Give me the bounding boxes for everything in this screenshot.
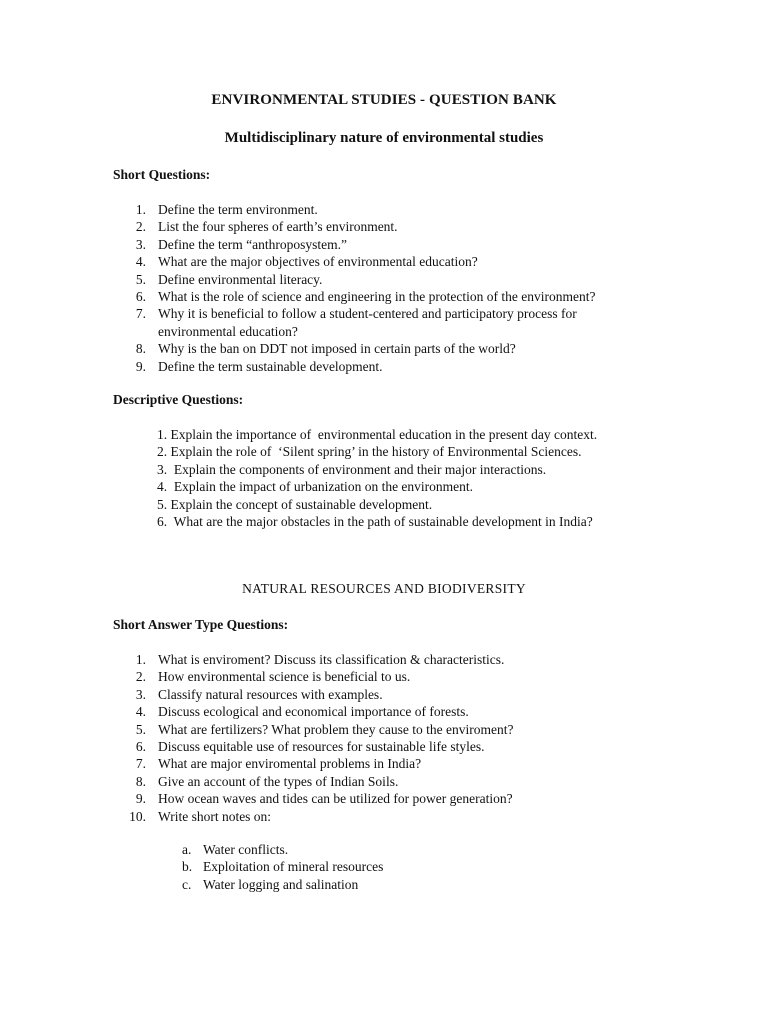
list-item: [113, 253, 673, 270]
list-item: [113, 288, 673, 305]
list-item: [113, 703, 673, 720]
list-item-letter: c.: [182, 876, 192, 892]
list-item-text: What is the role of science and engineering in the protection of the environment?: [158, 289, 596, 305]
list-item-text: List the four spheres of earth’s environment.: [158, 219, 398, 235]
section-title: NATURAL RESOURCES AND BIODIVERSITY: [242, 581, 526, 596]
list-item-number: 10.: [129, 808, 146, 824]
list-item: 3. Explain the components of environment and their major interactions.: [157, 461, 547, 477]
list-item-number: 7.: [135, 306, 146, 322]
short-answer-heading: Short Answer Type Questions:: [113, 617, 289, 632]
list-item-text: How environmental science is beneficial to us.: [158, 669, 411, 685]
list-item: [113, 651, 673, 668]
list-item-number: 5.: [135, 721, 146, 737]
list-item-number: 8.: [135, 773, 146, 789]
list-item: [113, 668, 673, 685]
descriptive-questions-heading: Descriptive Questions:: [113, 392, 244, 407]
list-item-text: How ocean waves and tides can be utilized for power generation?: [158, 791, 513, 807]
list-item: [182, 876, 582, 893]
list-item-number: 5.: [135, 271, 146, 287]
list-item: [113, 271, 673, 288]
list-item-letter: a.: [182, 842, 192, 857]
short-questions-heading: Short Questions:: [113, 167, 211, 182]
list-item: [182, 858, 582, 875]
document-subtitle: Multidisciplinary nature of environmental studies: [224, 130, 544, 146]
list-item-number: 9.: [135, 791, 146, 807]
list-item-text: Discuss equitable use of resources for sustainable life styles.: [158, 739, 485, 755]
list-item: [182, 841, 582, 858]
list-item-text: Define environmental literacy.: [158, 271, 323, 287]
short-answer-list: [113, 651, 673, 825]
list-item: 1. Explain the importance of environmental education in the present day context.: [157, 427, 598, 442]
list-item-number: 6.: [135, 739, 146, 755]
list-item-number: 2.: [135, 219, 146, 235]
list-item-text: Classify natural resources with examples.: [158, 686, 383, 702]
short-notes-sublist: [182, 841, 582, 893]
list-item: [113, 738, 673, 755]
list-item-number: 6.: [135, 289, 146, 305]
list-item: [113, 808, 673, 825]
list-item-text: What are the major objectives of environmental education?: [158, 254, 478, 270]
list-item-text: Water logging and salination: [203, 876, 359, 892]
list-item: [113, 755, 673, 772]
list-item-text: Why is the ban on DDT not imposed in certain parts of the world?: [158, 341, 516, 357]
short-questions-list: [113, 201, 673, 375]
list-item: [113, 790, 673, 807]
list-item-number: 7.: [135, 756, 146, 772]
list-item: [113, 686, 673, 703]
list-item-text: Give an account of the types of Indian Soils.: [158, 773, 399, 789]
list-item-text: What is enviroment? Discuss its classification & characteristics.: [158, 652, 505, 667]
list-item: [113, 305, 628, 340]
list-item-number: 8.: [135, 341, 146, 357]
list-item-text: What are fertilizers? What problem they cause to the enviroment?: [158, 721, 514, 737]
list-item: [113, 340, 673, 357]
descriptive-questions-list: [157, 426, 677, 530]
list-item: [113, 358, 673, 375]
list-item-letter: b.: [182, 859, 193, 875]
list-item-text: Write short notes on:: [158, 808, 272, 824]
list-item-text: Define the term environment.: [158, 202, 318, 217]
document-title: ENVIRONMENTAL STUDIES - QUESTION BANK: [211, 92, 557, 108]
list-item-number: 1.: [135, 202, 146, 217]
list-item-text: Exploitation of mineral resources: [203, 859, 384, 875]
list-item-number: 4.: [135, 704, 146, 720]
list-item-number: 2.: [135, 669, 146, 685]
list-item-number: 3.: [135, 236, 146, 252]
list-item: [113, 218, 673, 235]
list-item-number: 3.: [135, 686, 146, 702]
list-item: 5. Explain the concept of sustainable development.: [157, 496, 433, 512]
list-item: 4. Explain the impact of urbanization on the environment.: [157, 479, 474, 495]
list-item-number: 1.: [135, 652, 146, 667]
list-item-text: Define the term “anthroposystem.”: [158, 236, 347, 252]
list-item: [113, 773, 673, 790]
list-item-text: What are major enviromental problems in India?: [158, 756, 422, 772]
list-item: [113, 236, 673, 253]
list-item: [113, 201, 673, 218]
list-item: [113, 721, 673, 738]
list-item-text: Water conflicts.: [203, 842, 289, 857]
list-item-text: Why it is beneficial to follow a student-centered and participatory process for environmental education?: [158, 306, 577, 339]
list-item-number: 4.: [135, 254, 146, 270]
list-item-text: Define the term sustainable development.: [158, 358, 383, 374]
list-item: 2. Explain the role of ‘Silent spring’ in the history of Environmental Sciences.: [157, 444, 582, 460]
list-item-number: 9.: [135, 358, 146, 374]
list-item-text: Discuss ecological and economical importance of forests.: [158, 704, 469, 720]
list-item: 6. What are the major obstacles in the path of sustainable development in India?: [157, 514, 593, 530]
